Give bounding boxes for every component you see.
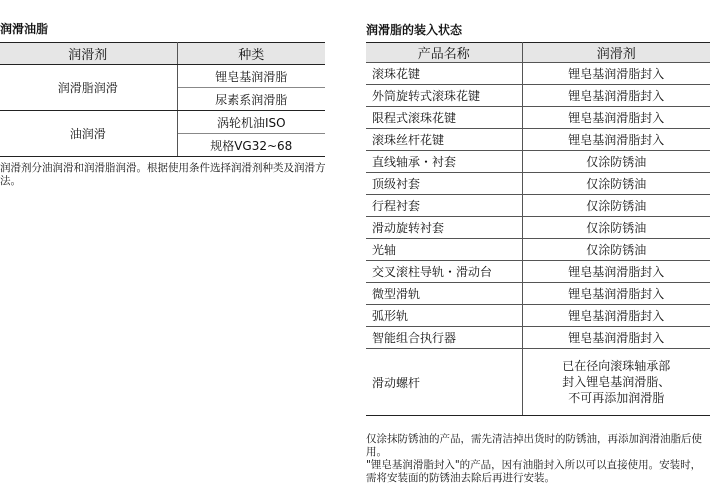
table-row (366, 151, 710, 173)
lubricant-line: 封入锂皂基润滑脂、 (562, 375, 671, 389)
grease-status-table (366, 42, 710, 416)
lubricant-cell: 锂皂基润滑脂封入 (522, 261, 710, 283)
lubricant-line: 不可再添加润滑脂 (568, 391, 665, 405)
product-name-cell: 外筒旋转式滚珠花键 (366, 85, 522, 107)
table-row (366, 349, 710, 416)
lubricant-cell: 仅涂防锈油 (522, 151, 710, 173)
lubricant-cell (522, 349, 710, 416)
header-type: 种类 (177, 43, 325, 65)
lubricant-cell: 仅涂防锈油 (522, 217, 710, 239)
lubricant-line: 已在径向滚珠轴承部 (562, 359, 671, 373)
table-row (366, 63, 710, 85)
product-name-cell: 智能组合执行器 (366, 327, 522, 349)
table-row (366, 107, 710, 129)
type-cell: 涡轮机油ISO (177, 111, 325, 134)
product-name-cell: 微型滑轨 (366, 283, 522, 305)
table-row (0, 111, 325, 134)
lubricant-cell: 锂皂基润滑脂封入 (522, 327, 710, 349)
lubricant-types-table (0, 42, 325, 157)
lubricant-cell: 锂皂基润滑脂封入 (522, 63, 710, 85)
table-row (366, 261, 710, 283)
table-row (366, 85, 710, 107)
table-row (0, 65, 325, 88)
left-section-title: 润滑油脂 (0, 22, 49, 36)
table-header-row (0, 43, 325, 65)
type-cell: 规格VG32~68 (177, 134, 325, 157)
right-section-title: 润滑脂的装入状态 (366, 23, 463, 37)
lubricant-cell: 锂皂基润滑脂封入 (522, 107, 710, 129)
product-name-cell: 弧形轨 (366, 305, 522, 327)
lubricant-cell: 仅涂防锈油 (522, 239, 710, 261)
lubricant-cell: 润滑脂润滑 (0, 65, 177, 111)
product-name-cell: 顶级衬套 (366, 173, 522, 195)
table-row (366, 217, 710, 239)
table-row (366, 327, 710, 349)
product-name-cell: 限程式滚珠花键 (366, 107, 522, 129)
product-name-cell: 滚珠丝杆花键 (366, 129, 522, 151)
product-name-cell: 滑动旋转衬套 (366, 217, 522, 239)
table-row (366, 239, 710, 261)
type-cell: 尿素系润滑脂 (177, 88, 325, 111)
note-paragraph: 仅涂抹防锈油的产品，需先清洁掉出货时的防锈油，再添加润滑油脂后使用。 (366, 433, 702, 458)
table-row (366, 305, 710, 327)
table-header-row (366, 43, 710, 63)
product-name-cell: 滚珠花键 (366, 63, 522, 85)
lubricant-cell: 锂皂基润滑脂封入 (522, 85, 710, 107)
lubricant-cell: 锂皂基润滑脂封入 (522, 305, 710, 327)
header-product-name: 产品名称 (366, 43, 522, 63)
left-note: 润滑剂分油润滑和润滑脂润滑。根据使用条件选择润滑剂种类及润滑方法。 (0, 162, 326, 187)
product-name-cell: 交叉滚柱导轨・滑动台 (366, 261, 522, 283)
product-name-cell: 行程衬套 (366, 195, 522, 217)
header-lubricant: 润滑剂 (0, 43, 177, 65)
lubricant-cell: 仅涂防锈油 (522, 195, 710, 217)
header-lubricant: 润滑剂 (522, 43, 710, 63)
product-name-cell: 光轴 (366, 239, 522, 261)
table-row (366, 129, 710, 151)
lubricant-cell: 锂皂基润滑脂封入 (522, 129, 710, 151)
note-paragraph: "锂皂基润滑脂封入"的产品，因有油脂封入所以可以直接使用。安装时，需将安装面的防锈油去除后再进行安装。 (366, 459, 702, 484)
lubricant-cell: 锂皂基润滑脂封入 (522, 283, 710, 305)
type-cell: 锂皂基润滑脂 (177, 65, 325, 88)
lubricant-cell: 油润滑 (0, 111, 177, 157)
lubricant-cell: 仅涂防锈油 (522, 173, 710, 195)
table-row (366, 283, 710, 305)
product-name-cell: 直线轴承・衬套 (366, 151, 522, 173)
table-row (366, 173, 710, 195)
right-note (366, 433, 710, 485)
table-row (366, 195, 710, 217)
product-name-cell: 滑动螺杆 (366, 349, 522, 416)
